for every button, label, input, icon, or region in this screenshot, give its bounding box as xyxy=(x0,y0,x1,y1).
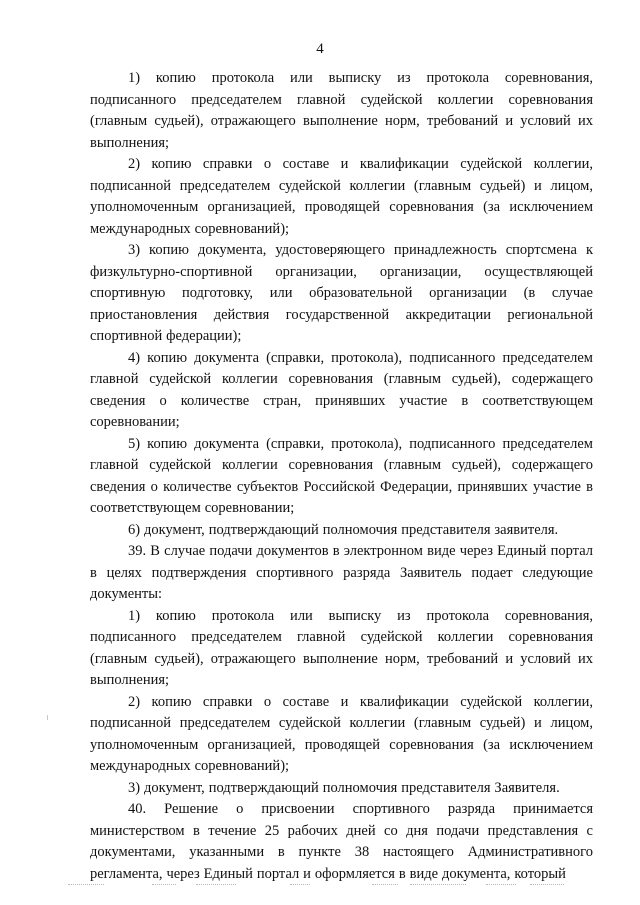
scan-artifact xyxy=(372,884,398,886)
paragraph-item-4: 4) копию документа (справки, протокола), подписанного председателем главной судейской коллегии соревнования (главным судьей), содержащего сведения о количестве стран, принявших участие в соответствующем соревновании; xyxy=(90,349,593,430)
paragraph-clause-39-item-3: 3) документ, подтверждающий полномочия представителя Заявителя. xyxy=(128,779,560,796)
paragraph-clause-39-item-1: 1) копию протокола или выписку из протокола соревнования, подписанного председателем главной судейской коллегии соревнования (главным судьей), отражающего выполнение норм, требований и условий их выполнения; xyxy=(90,607,593,688)
document-body xyxy=(90,68,593,885)
paragraph-item-6: 6) документ, подтверждающий полномочия представителя заявителя. xyxy=(128,521,559,538)
paragraph-clause-39-item-2: 2) копию справки о составе и квалификации судейской коллегии, подписанной председателем судейской коллегии (главным судьей) и лицом, уполномоченным организацией, проводящей соревнования (за исключением международных соревнований); xyxy=(90,693,593,774)
page-number: 4 xyxy=(316,41,324,57)
scan-artifact xyxy=(530,884,564,886)
scan-artifact xyxy=(196,884,236,886)
paragraph-clause-39: 39. В случае подачи документов в электронном виде через Единый портал в целях подтверждения спортивного разряда Заявитель подает следующие документы: xyxy=(90,543,593,602)
scan-footer-artifacts xyxy=(0,884,640,890)
paragraph-item-3: 3) копию документа, удостоверяющего принадлежность спортсмена к физкультурно-спортивной организации, организации, осуществляющей спортивную подготовку, или образовательной организации (в случае приостановления действия государственной аккредитации региональной спортивной федерации); xyxy=(90,242,593,344)
scan-artifact xyxy=(410,884,466,886)
paragraph-item-2: 2) копию справки о составе и квалификации судейской коллегии, подписанной председателем судейской коллегии (главным судьей) и лицом, уполномоченным организацией, проводящей соревнования (за исключением международных соревнований); xyxy=(90,156,593,237)
scan-artifact xyxy=(486,884,516,886)
scan-artifact xyxy=(152,884,176,886)
scan-artifact xyxy=(290,884,310,886)
paragraph-item-5: 5) копию документа (справки, протокола), подписанного председателем главной судейской коллегии соревнования (главным судьей), содержащего сведения о количестве субъектов Российской Федерации, принявших участие в соответствующем соревновании; xyxy=(90,435,593,516)
paragraph-item-1: 1) копию протокола или выписку из протокола соревнования, подписанного председателем главной судейской коллегии соревнования (главным судьей), отражающего выполнение норм, требований и условий их выполнения; xyxy=(90,70,593,151)
scan-artifact xyxy=(68,884,104,886)
scan-margin-mark xyxy=(47,715,48,720)
paragraph-clause-40: 40. Решение о присвоении спортивного разряда принимается министерством в течение 25 рабочих дней со дня подачи представления с документами, указанными в пункте 38 настоящего Административного регламента, через Единый портал и оформляется в виде документа, который xyxy=(90,801,593,882)
